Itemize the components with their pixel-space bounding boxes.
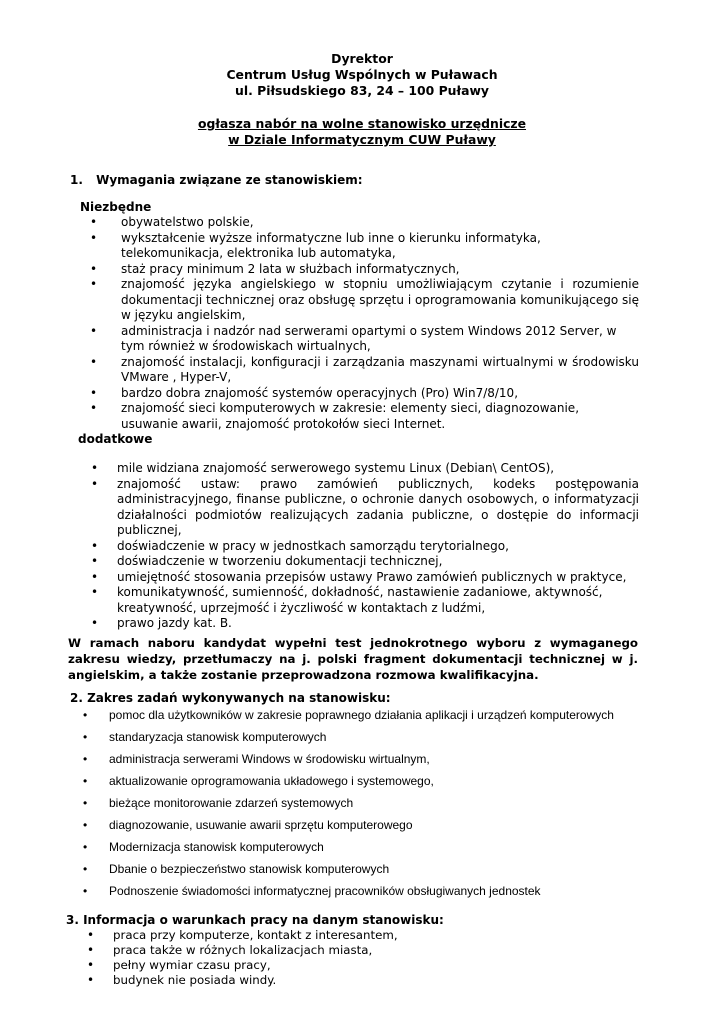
header-department: w Dziale Informatycznym CUW Puławy	[228, 132, 496, 147]
list-item: • Podnoszenie świadomości informatycznej pracowników obsługiwanych jednostek	[109, 884, 649, 899]
tasks-list	[109, 708, 649, 906]
list-item: • obywatelstwo polskie,	[121, 215, 639, 231]
list-item: • administracja i nadzór nad serwerami opartymi o system Windows 2012 Server, w tym również w środowiskach wirtualnych,	[121, 324, 639, 355]
conditions-list	[113, 928, 633, 988]
recruitment-note: W ramach naboru kandydat wypełni test jednokrotnego wyboru z wymaganego zakresu wiedzy, przetłumaczy na j. polski fragment dokumentacji technicznej w j. angielskim, a także zostanie przeprowadzona rozmowa kwalifikacyjna.	[68, 636, 638, 682]
list-item: • staż pracy minimum 2 lata w służbach informatycznych,	[121, 262, 639, 278]
list-item: • aktualizowanie oprogramowania układowego i systemowego,	[109, 774, 649, 789]
document-header	[0, 51, 724, 148]
list-item: • diagnozowanie, usuwanie awarii sprzętu komputerowego	[109, 818, 649, 833]
list-item: • administracja serwerami Windows w środowisku wirtualnym,	[109, 752, 649, 767]
list-item: • praca przy komputerze, kontakt z interesantem,	[113, 928, 633, 943]
section-3-title: 3. Informacja o warunkach pracy na danym stanowisku:	[66, 913, 444, 927]
list-item: • budynek nie posiada windy.	[113, 973, 633, 988]
list-item: • wykształcenie wyższe informatyczne lub inne o kierunku informatyka, telekomunikacja, elektronika lub automatyka,	[121, 231, 639, 262]
list-item: • doświadczenie w tworzeniu dokumentacji technicznej,	[117, 554, 639, 570]
list-item: • doświadczenie w pracy w jednostkach samorządu terytorialnego,	[117, 539, 639, 555]
required-list	[121, 215, 639, 432]
header-address: ul. Piłsudskiego 83, 24 – 100 Puławy	[235, 83, 489, 98]
section-2-title: 2. Zakres zadań wykonywanych na stanowisku:	[70, 691, 391, 705]
list-item: • komunikatywność, sumienność, dokładność, nastawienie zadaniowe, aktywność, kreatywność, uprzejmość i życzliwość w kontaktach z ludźmi,	[117, 585, 639, 616]
section-1-number: 1.	[70, 173, 83, 187]
list-item: • znajomość ustaw: prawo zamówień publicznych, kodeks postępowania administracyjnego, finanse publiczne, o ochronie danych osobowych, o informatyzacji działalności podmiotów realizujących zadania publiczne, o dostępie do informacji publicznej,	[117, 477, 639, 539]
list-item: • Dbanie o bezpieczeństwo stanowisk komputerowych	[109, 862, 649, 877]
list-item: • pełny wymiar czasu pracy,	[113, 958, 633, 973]
list-item: • znajomość sieci komputerowych w zakresie: elementy sieci, diagnozowanie, usuwanie awarii, znajomość protokołów sieci Internet.	[121, 401, 639, 432]
list-item: • bieżące monitorowanie zdarzeń systemowych	[109, 796, 649, 811]
list-item: • bardzo dobra znajomość systemów operacyjnych (Pro) Win7/8/10,	[121, 386, 639, 402]
extra-label: dodatkowe	[78, 432, 153, 446]
list-item: • standaryzacja stanowisk komputerowych	[109, 730, 649, 745]
header-director: Dyrektor	[331, 51, 393, 66]
list-item: • mile widziana znajomość serwerowego systemu Linux (Debian\ CentOS),	[117, 461, 639, 477]
list-item: • praca także w różnych lokalizacjach miasta,	[113, 943, 633, 958]
list-item: • znajomość instalacji, konfiguracji i zarządzania maszynami wirtualnymi w środowisku VMware , Hyper-V,	[121, 355, 639, 386]
section-1-title	[70, 173, 363, 188]
list-item: • Modernizacja stanowisk komputerowych	[109, 840, 649, 855]
header-announcement: ogłasza nabór na wolne stanowisko urzędnicze	[197, 116, 527, 131]
section-1-title-text: Wymagania związane ze stanowiskiem:	[96, 173, 363, 187]
list-item: • znajomość języka angielskiego w stopniu umożliwiającym czytanie i rozumienie dokumentacji technicznej oraz obsługę sprzętu i oprogramowania komunikującego się w języku angielskim,	[121, 277, 639, 324]
required-label: Niezbędne	[80, 200, 152, 214]
list-item: • umiejętność stosowania przepisów ustawy Prawo zamówień publicznych w praktyce,	[117, 570, 639, 586]
header-institution: Centrum Usług Wspólnych w Puławach	[226, 67, 498, 82]
list-item: • pomoc dla użytkowników w zakresie poprawnego działania aplikacji i urządzeń komputerowych	[109, 708, 649, 723]
extra-list	[117, 461, 639, 632]
list-item: • prawo jazdy kat. B.	[117, 616, 639, 632]
